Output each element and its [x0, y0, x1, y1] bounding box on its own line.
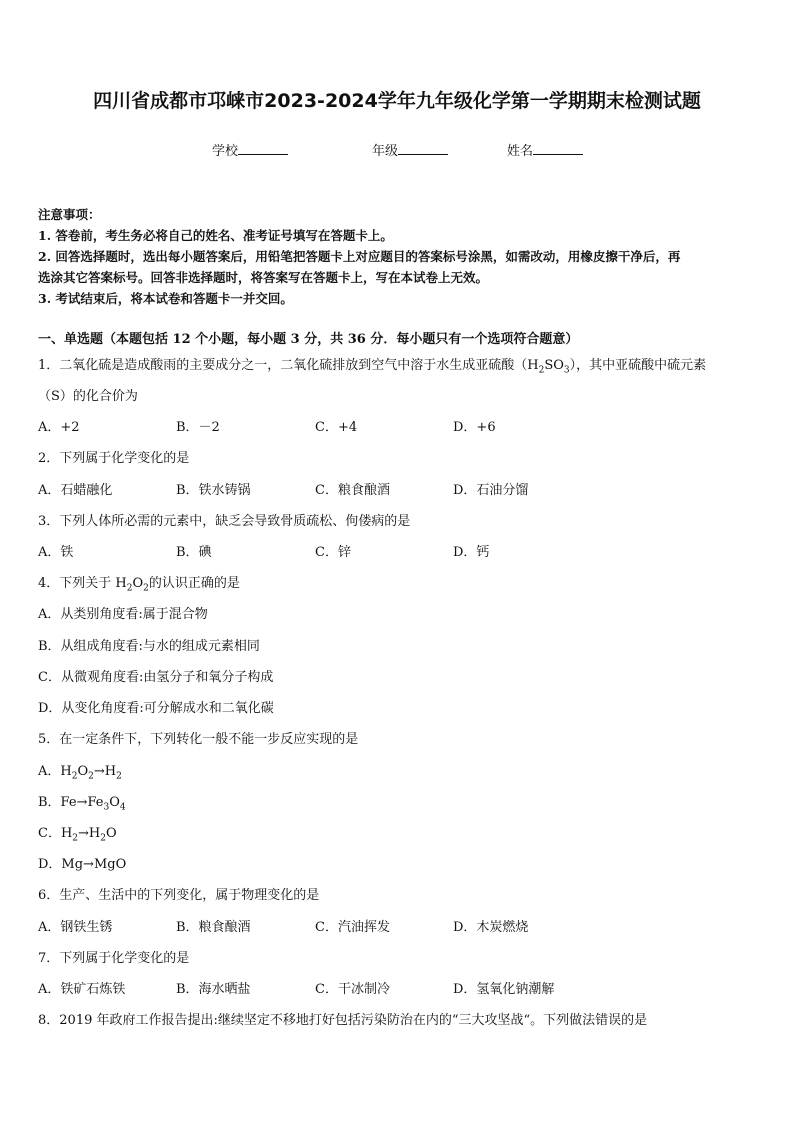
name-label: 姓名: [507, 144, 534, 159]
option-c[interactable]: C．$H_2\to H_2O$: [38, 826, 117, 844]
option-a[interactable]: A．+2: [38, 420, 80, 435]
note-item: 选涂其它答案标号。回答非选择题时，将答案写在答题卡上，写在本试卷上无效。: [38, 270, 489, 285]
question-1-stem: 1．二氧化硫是造成酸雨的主要成分之一，二氧化硫排放到空气中溶于水生成亚硫酸$(H_2SO_3)$，其中亚硫酸中硫元素: [38, 358, 707, 376]
school-blank[interactable]: [238, 142, 288, 155]
option-d[interactable]: D．木炭燃烧: [453, 920, 529, 935]
option-b[interactable]: B．海水晒盐: [176, 982, 251, 997]
note-item: 1. 答卷前，考生务必将自己的姓名、准考证号填写在答题卡上。: [38, 228, 393, 243]
option-c[interactable]: C．+4: [315, 420, 358, 435]
option-a[interactable]: A．$H_2O_2\to H_2$: [38, 764, 122, 782]
question-2-options: [38, 479, 758, 497]
option-b[interactable]: B．从组成角度看:与水的组成元素相同: [38, 639, 260, 654]
question-1-options: [38, 416, 758, 434]
question-1-stem-line2: （S）的化合价为: [38, 389, 138, 404]
section-heading: 一、单选题（本题包括 12 个小题，每小题 3 分，共 36 分．每小题只有一个选项符合题意）: [38, 332, 579, 347]
question-4-stem: 4．下列关于 $H_2O_2$的认识正确的是: [38, 576, 240, 594]
question-6-options: [38, 916, 758, 934]
option-d[interactable]: D．氢氧化钠潮解: [453, 982, 555, 997]
option-a[interactable]: A．从类别角度看:属于混合物: [38, 607, 208, 622]
school-label: 学校: [212, 144, 239, 159]
option-d[interactable]: D．Mg→MgO: [38, 857, 127, 872]
grade-label: 年级: [372, 144, 399, 159]
grade-blank[interactable]: [398, 142, 448, 155]
question-3-options: [38, 541, 758, 559]
grade-field: [372, 140, 448, 159]
option-c[interactable]: C．粮食酿酒: [315, 483, 390, 498]
question-6-stem: 6．生产、生活中的下列变化，属于物理变化的是: [38, 888, 320, 903]
option-b[interactable]: B．铁水铸锅: [176, 483, 251, 498]
question-3-stem: 3．下列人体所必需的元素中，缺乏会导致骨质疏松、佝偻病的是: [38, 514, 411, 529]
option-b[interactable]: B．碘: [176, 545, 212, 560]
question-7-stem: 7．下列属于化学变化的是: [38, 951, 190, 966]
name-blank[interactable]: [533, 142, 583, 155]
option-c[interactable]: C．锌: [315, 545, 351, 560]
question-2-stem: 2．下列属于化学变化的是: [38, 451, 190, 466]
option-b[interactable]: B．$Fe\to Fe_3O_4$: [38, 795, 126, 813]
option-d[interactable]: D．钙: [453, 545, 490, 560]
notes-heading: 注意事项：: [38, 207, 101, 222]
note-item: 3. 考试结束后，将本试卷和答题卡一并交回。: [38, 291, 293, 306]
option-a[interactable]: A．铁: [38, 545, 74, 560]
name-field: [507, 140, 583, 159]
exam-title: 四川省成都市邛崃市2023-2024学年九年级化学第一学期期末检测试题: [93, 90, 701, 112]
option-a[interactable]: A．铁矿石炼铁: [38, 982, 126, 997]
option-c[interactable]: C．从微观角度看:由氢分子和氧分子构成: [38, 670, 274, 685]
option-c[interactable]: C．干冰制冷: [315, 982, 390, 997]
option-a[interactable]: A．钢铁生锈: [38, 920, 113, 935]
school-field: [212, 140, 288, 159]
option-b[interactable]: B．－2: [176, 420, 220, 435]
option-c[interactable]: C．汽油挥发: [315, 920, 390, 935]
option-d[interactable]: D．从变化角度看:可分解成水和二氧化碳: [38, 701, 274, 716]
option-a[interactable]: A．石蜡融化: [38, 483, 113, 498]
note-item: 2. 回答选择题时，选出每小题答案后，用铅笔把答题卡上对应题目的答案标号涂黑，如需改动，用橡皮擦干净后，再: [38, 249, 681, 264]
question-7-options: [38, 978, 758, 996]
option-d[interactable]: D．石油分馏: [453, 483, 529, 498]
question-8-stem: 8．2019 年政府工作报告提出:继续坚定不移地打好包括污染防治在内的“三大攻坚战“。下列做法错误的是: [38, 1013, 648, 1028]
notes-block: [38, 204, 758, 309]
question-5-stem: 5．在一定条件下，下列转化一般不能一步反应实现的是: [38, 732, 359, 747]
option-b[interactable]: B．粮食酿酒: [176, 920, 251, 935]
option-d[interactable]: D．+6: [453, 420, 496, 435]
